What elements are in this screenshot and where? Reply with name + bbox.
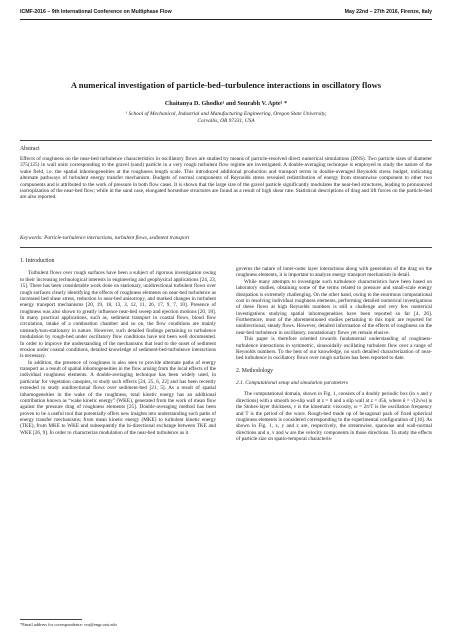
keywords: Keywords: Particle-turbulence interactions, turbulent flows, sediment transport [20,235,190,241]
right-column [236,266,432,442]
intro-paragraph-1: Turbulent flows over rough surfaces have been a subject of rigorous investigation owing to their increasing technological interests in engineering and geophysical applications [24, 23, 15]. There has been considerable work done on stationary, unidirectional turbulent flows over rough surfaces clearly identifying the effects of roughness elements on near-bed turbulence as increased bed shear stress, reduction in near-bed anisotropy, and marked changes in turbulent energy transport mechanisms [20, 19, 18, 13, 3, 12, 11, 26, 17, 9, 7, 10]. Presence of roughness was also shown to greatly influence near-bed sweep and ejection motions [20, 18]. In many practical applications, such as, sediment transport in coastal flows, blood flow circulation, intake of a combustion chamber and so on, the flow conditions are mainly unsteady/non-stationary in nature. However, such detailed findings pertaining to turbulence modulation by rough-bed under oscillatory flow conditions have not been well documented. In order to improve the understanding of the mechanisms that lead to the onset of sediment erosion under coastal conditions, detailed knowledge of sediment-bed-turbulence interactions is necessary. [20,270,216,360]
intro-paragraph-2: In addition, the presence of roughness is also seen to provide alternate paths of energy transport as a result of spatial inhomogeneities in the flow arising from the local effects of the individual roughness elements. A double-averaging technique has been widely used, in particular for vegetation canopies, to study such effects [24, 25, 6, 22] and has been recently extended to study unidirectional flows over sediment-bed [21, 5]. As a result of spatial inhomogeneities in the wake of the roughness, total kinetic energy has an additional contribution known as “wake kinetic energy” (WKE), generated from the work of mean flow against the pressure drag of roughness elements [25]. Double-averaging method has been proven to be a useful tool that potentially offers new insights into understanding such paths of energy transfer mechanisms; from mean kinetic energy (MKE) to turbulent kinetic energy (TKE), from MKE to WKE and subsequently the bi-directional exchange between TKE and WKE [26, 9]. In order to characterize modulation of the near-bed turbulence as it [20,359,216,436]
affiliation [20,111,432,125]
conference-date: May 22nd – 27th 2016, Firenze, Italy [344,9,432,15]
paper-title: A numerical investigation of particle-bed–turbulence interactions in oscillatory flows [70,80,382,90]
intro-paragraph-4: While many attempts to investigate such turbulence characteristics have been based on laboratory studies, obtaining some of the terms related to pressure and small-scale energy dissipation is extremely challenging. On the other hand, owing to the enormous computational cost in resolving individual roughness elements, performing detailed numerical investigations of these flows at high Reynolds numbers is still a challenge and very few numerical investigations studying spatial inhomogeneities have been reported so far [4, 26]. Furthermore, most of the aforementioned studies pertaining to this topic are reported for unidirectional, steady flows. However, detailed information of the effects of roughness on the near-bed turbulence in oscillatory, nonstationary flows yet remain elusive. [236,278,432,336]
footnote: *Email address for correspondence: sva@engr.orst.edu [20,622,117,627]
introduction-heading: 1. Introduction [20,258,55,264]
intro-paragraph-3: governs the nature of inner-outer layer interactions along with generation of the drag on the roughness elements, it is important to analyze energy transport mechanism in detail. [236,266,432,279]
abstract-text: Effects of roughness on the near-bed turbulence characteristics in oscillatory flows are studied by means of particle-resolved direct numerical simulations (DNS). Two particle sizes of diameter 375(125) in wall units corresponding to the gravel (sand) particle in a very rough turbulent flow regime are investigated. A double-averaging technique is employed to study the nature of the wake field, i.e. the spatial inhomogeneities at the roughness length scale. This introduced additional production and transport terms in double-averaged Reynolds stress budget, indicating alternate pathways of turbulent energy transfer mechanism. Budgets of normal components of Reynolds stress revealed redistribution of energy from streamwise component to other two components and is attributed to the work of pressure in both flow cases. It is shown that the large size of the gravel particle significantly modulates the near-bed structures, leading to pronounced isotropization of the near-bed flow; while in the sand case, elongated horseshoe structures are found as a result of high shear rate. Statistical descriptions of drag and lift forces on the particle-bed are also reported. [20,156,432,201]
footnote-rule [20,619,82,620]
methodology-heading: 2. Methodology [236,367,274,374]
authors: Chaitanya D. Ghodke¹ and Sourabh V. Apte¹ * [164,100,288,107]
affiliation-line-1: ¹ School of Mechanical, Industrial and Manufacturing Engineering, Oregon State University, [125,111,327,117]
affiliation-line-2: Corvallis, OR 97331, USA [197,118,255,125]
abstract-heading: Abstract [20,146,40,152]
left-column [20,258,216,436]
abstract-top-rule [20,140,432,141]
methodology-paragraph-1: The computational domain, shown in Fig. 1, consists of a doubly periodic box (in x and y directions) with a smooth no-slip wall at z = 0 and a slip wall at z = 45δ, where δ = √(2ν/ω) is the Stokes-layer thickness, ν is the kinematic viscosity, ω = 2π/T is the oscillation frequency and T is the period of the wave. Rough-bed made up of hexagonal pack of fixed spherical roughness elements is considered corresponding to the experimental configuration of [16]. As shown in Fig. 1, x, y and z are, respectively, the streamwise, spanwise and wall-normal directions and u, v and w are the velocity components in those directions. To study the effects of particle size on spatio-temporal characteris- [236,391,432,442]
header-rule [20,19,432,20]
conference-header [20,5,432,19]
conference-name: ICMF-2016 – 9th International Conference on Multiphase Flow [20,9,172,15]
subsection-heading: 2.1. Computational setup and simulation parameters [236,380,348,386]
intro-paragraph-5: This paper is therefore oriented towards fundamental understanding of roughness-turbulence interactions in symmetric, sinusoidally oscillating turbulent flow over a range of Reynolds numbers. To the best of our knowledge, no such detailed characterization of near-bed turbulence in oscillatory flows over rough surfaces has been reported to date. [236,336,432,362]
abstract-bottom-rule [20,247,432,248]
